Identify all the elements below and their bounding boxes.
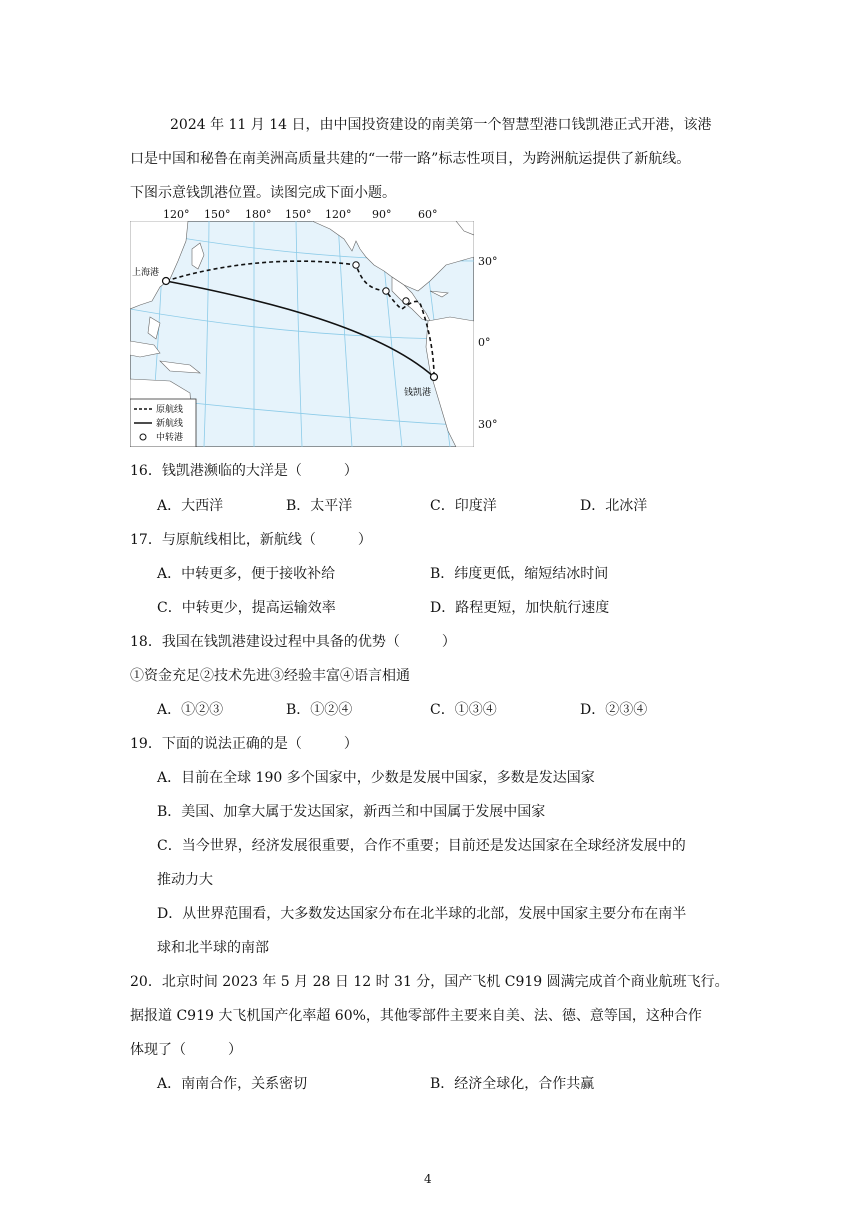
q17-option-d: D．路程更短，加快航行速度 xyxy=(430,600,610,616)
lon-label: 120° xyxy=(163,208,190,221)
intro-line-3: 下图示意钱凯港位置。读图完成下面小题。 xyxy=(130,185,396,201)
lat-label-30n: 30° xyxy=(478,255,498,268)
intro-line-2: 口是中国和秘鲁在南美洲高质量共建的“一带一路”标志性项目，为跨洲航运提供了新航线。 xyxy=(130,151,691,167)
map-legend xyxy=(130,399,196,447)
question-20-stem-2: 据报道 C919 大飞机国产化率超 60%，其他零部件主要来自美、法、德、意等国，这种合作 xyxy=(130,1008,702,1024)
q16-option-c: C．印度洋 xyxy=(430,498,497,514)
question-19-stem: 19．下面的说法正确的是（ ） xyxy=(130,736,358,752)
transfer-port-2 xyxy=(383,288,389,294)
legend-transfer-label: 中转港 xyxy=(156,433,184,443)
shanghai-label: 上海港 xyxy=(132,268,160,278)
q17-option-c: C．中转更少，提高运输效率 xyxy=(157,600,336,616)
lat-label-30s: 30° xyxy=(478,418,498,431)
intro-line-1: 2024 年 11 月 14 日，由中国投资建设的南美第一个智慧型港口钱凯港正式开港，该港 xyxy=(170,117,712,133)
legend-old-route-label: 原航线 xyxy=(156,405,184,415)
q18-option-b: B．①②④ xyxy=(286,702,353,718)
q17-option-b: B．纬度更低，缩短结冰时间 xyxy=(430,566,609,582)
q19-option-c: C．当今世界，经济发展很重要，合作不重要；目前还是发达国家在全球经济发展中的 xyxy=(157,838,686,854)
page-number: 4 xyxy=(424,1172,432,1186)
route-map xyxy=(130,221,474,447)
q19-option-d: D．从世界范围看，大多数发达国家分布在北半球的北部，发展中国家主要分布在南半 xyxy=(157,906,687,922)
question-17-stem: 17．与原航线相比，新航线（ ） xyxy=(130,532,372,548)
q19-option-a: A．目前在全球 190 多个国家中，少数是发展中国家，多数是发达国家 xyxy=(157,770,595,786)
lon-label: 90° xyxy=(372,208,392,221)
question-20-stem-3: 体现了（ ） xyxy=(130,1042,242,1058)
q20-option-a: A．南南合作，关系密切 xyxy=(157,1076,308,1092)
question-18-statements: ①资金充足②技术先进③经验丰富④语言相通 xyxy=(130,668,410,684)
q18-option-d: D．②③④ xyxy=(580,702,648,718)
q16-option-a: A．大西洋 xyxy=(157,498,224,514)
transfer-port-3 xyxy=(403,298,409,304)
lon-label: 120° xyxy=(325,208,352,221)
q19-option-c-cont: 推动力大 xyxy=(157,872,213,888)
legend-new-route-label: 新航线 xyxy=(156,419,184,429)
shanghai-port-marker xyxy=(163,278,170,285)
qiankai-port-marker xyxy=(431,374,438,381)
q17-option-a: A．中转更多，便于接收补给 xyxy=(157,566,336,582)
q16-option-d: D．北冰洋 xyxy=(580,498,648,514)
q19-option-d-cont: 球和北半球的南部 xyxy=(157,940,269,956)
q20-option-b: B．经济全球化，合作共赢 xyxy=(430,1076,595,1092)
q18-option-c: C．①③④ xyxy=(430,702,497,718)
question-20-stem: 20．北京时间 2023 年 5 月 28 日 12 时 31 分，国产飞机 C919 圆满完成首个商业航班飞行。 xyxy=(130,974,729,990)
question-16-stem: 16．钱凯港濒临的大洋是（ ） xyxy=(130,463,358,479)
q18-option-a: A．①②③ xyxy=(157,702,224,718)
lon-label: 150° xyxy=(204,208,231,221)
q19-option-b: B．美国、加拿大属于发达国家，新西兰和中国属于发展中国家 xyxy=(157,804,546,820)
q16-option-b: B．太平洋 xyxy=(286,498,353,514)
lon-label: 180° xyxy=(245,208,272,221)
lat-label-0: 0° xyxy=(478,336,491,349)
lon-label: 150° xyxy=(285,208,312,221)
question-18-stem: 18．我国在钱凯港建设过程中具备的优势（ ） xyxy=(130,634,456,650)
qiankai-label: 钱凯港 xyxy=(404,388,432,398)
lon-label: 60° xyxy=(418,208,438,221)
map-top-labels xyxy=(0,208,860,222)
transfer-port-1 xyxy=(353,262,359,268)
legend-transfer-swatch xyxy=(140,434,146,440)
